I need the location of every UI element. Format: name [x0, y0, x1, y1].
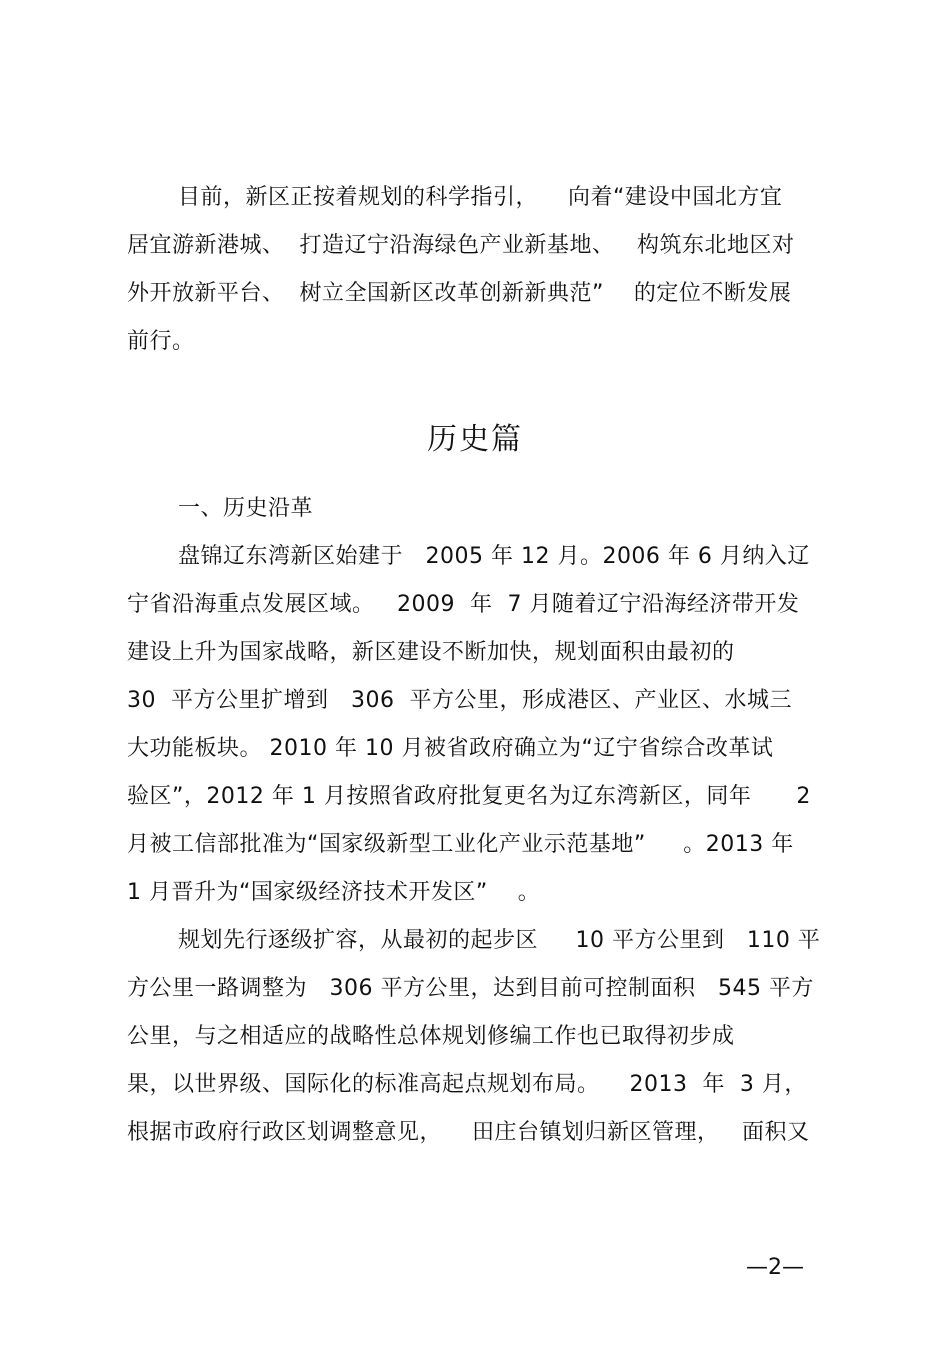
text-line: 根据市政府行政区划调整意见， 田庄台镇划归新区管理， 面积又: [127, 1120, 810, 1145]
text-line: 月被工信部批准为“国家级新型工业化产业示范基地” 。2013 年: [127, 832, 794, 857]
text-line: 宁省沿海重点发展区域。 2009 年 7 月随着辽宁沿海经济带开发: [127, 592, 800, 617]
text-line: 居宜游新港城、 打造辽宁沿海绿色产业新基地、 构筑东北地区对: [127, 233, 795, 258]
section-title: 历史篇: [427, 422, 523, 457]
text-line: 1 月晋升为“国家级经济技术开发区” 。: [127, 880, 541, 905]
text-line: 方公里一路调整为 306 平方公里，达到目前可控制面积 545 平方: [127, 976, 814, 1001]
text-line: 外开放新平台、 树立全国新区改革创新新典范” 的定位不断发展: [127, 281, 792, 306]
text-line: 前行。: [127, 329, 195, 354]
text-line: 规划先行逐级扩容，从最初的起步区 10 平方公里到 110 平: [178, 928, 821, 953]
text-line: 建设上升为国家战略，新区建设不断加快，规划面积由最初的: [127, 640, 735, 665]
text-line: 公里，与之相适应的战略性总体规划修编工作也已取得初步成: [127, 1024, 735, 1049]
subsection-heading: 一、历史沿革: [178, 496, 314, 521]
text-line: 目前，新区正按着规划的科学指引， 向着“建设中国北方宜: [178, 185, 783, 210]
text-line: 盘锦辽东湾新区始建于 2005 年 12 月。2006 年 6 月纳入辽: [178, 544, 810, 569]
text-line: 大功能板块。 2010 年 10 月被省政府确立为“辽宁省综合改革试: [127, 736, 774, 761]
text-line: 30 平方公里扩增到 306 平方公里，形成港区、产业区、水城三: [127, 688, 792, 713]
text-line: 验区”，2012 年 1 月按照省政府批复更名为辽东湾新区，同年 2: [127, 784, 811, 809]
text-line: 果，以世界级、国际化的标准高起点规划布局。 2013 年 3 月，: [127, 1072, 807, 1097]
page-number: —2—: [746, 1255, 804, 1280]
